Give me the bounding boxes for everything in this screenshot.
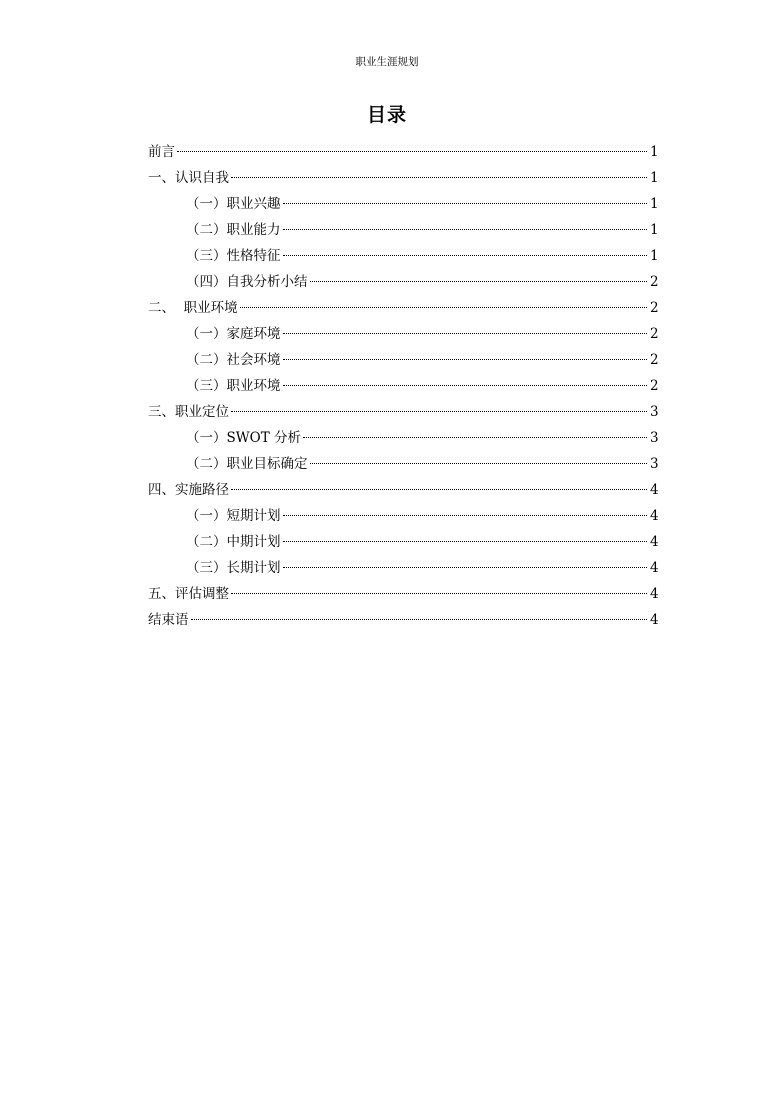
- toc-dot-leader: [240, 307, 647, 308]
- toc-entry-label: （一）短期计划: [186, 508, 281, 524]
- toc-dot-leader: [283, 229, 648, 230]
- toc-dot-leader: [283, 541, 648, 542]
- toc-entry[interactable]: [148, 610, 658, 636]
- toc-page-number: 2: [650, 300, 659, 316]
- toc-entry[interactable]: [148, 402, 658, 428]
- toc-entry-label: 前言: [148, 144, 175, 160]
- toc-dot-leader: [310, 281, 648, 282]
- toc-dot-leader: [283, 515, 648, 516]
- toc-entry-label: （一）SWOT 分析: [186, 430, 301, 446]
- toc-page-number: 2: [650, 274, 659, 290]
- running-header: 职业生涯规划: [355, 56, 419, 68]
- toc-entry-label: （四）自我分析小结: [186, 274, 308, 290]
- toc-dot-leader: [177, 151, 647, 152]
- toc-page-number: 4: [650, 508, 659, 524]
- toc-entry-label: （二）中期计划: [186, 534, 281, 550]
- toc-page-number: 4: [650, 612, 659, 628]
- toc-page-number: 1: [650, 144, 659, 160]
- toc-entry[interactable]: [148, 272, 658, 298]
- toc-dot-leader: [310, 463, 648, 464]
- toc-entry-label: （三）性格特征: [186, 248, 281, 264]
- toc-entry[interactable]: [148, 298, 658, 324]
- toc-entry[interactable]: [148, 220, 658, 246]
- toc-page-number: 2: [650, 352, 659, 368]
- toc-entry[interactable]: [148, 246, 658, 272]
- toc-entry-label: （二）职业能力: [186, 222, 281, 238]
- toc-entry-label: （二）职业目标确定: [186, 456, 308, 472]
- toc-dot-leader: [283, 385, 648, 386]
- toc-dot-leader: [303, 437, 647, 438]
- toc-entry[interactable]: [148, 324, 658, 350]
- toc-dot-leader: [191, 619, 648, 620]
- toc-page-number: 1: [650, 170, 659, 186]
- toc-page-number: 1: [650, 222, 659, 238]
- toc-page-number: 2: [650, 378, 659, 394]
- toc-page-number: 4: [650, 560, 659, 576]
- toc-entry[interactable]: [148, 142, 658, 168]
- toc-page-number: 4: [650, 586, 659, 602]
- toc-entry-label: 一、认识自我: [148, 170, 229, 186]
- toc-dot-leader: [231, 489, 647, 490]
- toc-page-number: 3: [650, 430, 659, 446]
- toc-entry[interactable]: [148, 428, 658, 454]
- toc-entry[interactable]: [148, 558, 658, 584]
- toc-entry[interactable]: [148, 506, 658, 532]
- toc-title: 目录: [366, 104, 407, 126]
- toc-entry[interactable]: [148, 454, 658, 480]
- toc-dot-leader: [231, 177, 647, 178]
- toc-entry-label: （一）职业兴趣: [186, 196, 281, 212]
- toc-dot-leader: [283, 567, 648, 568]
- toc-entry-label: （二）社会环境: [186, 352, 281, 368]
- toc-entry[interactable]: [148, 168, 658, 194]
- toc-entry[interactable]: [148, 480, 658, 506]
- toc-entry-label: 结束语: [148, 612, 189, 628]
- toc-dot-leader: [231, 593, 647, 594]
- toc-entry-label: 四、实施路径: [148, 482, 229, 498]
- toc-page-number: 2: [650, 326, 659, 342]
- toc-dot-leader: [283, 333, 648, 334]
- toc-entry-label: （三）职业环境: [186, 378, 281, 394]
- toc-page-number: 4: [650, 534, 659, 550]
- toc-dot-leader: [283, 255, 648, 256]
- toc-entry[interactable]: [148, 376, 658, 402]
- toc-entry[interactable]: [148, 350, 658, 376]
- toc-entry[interactable]: [148, 532, 658, 558]
- toc-dot-leader: [283, 359, 648, 360]
- toc-page-number: 4: [650, 482, 659, 498]
- toc-page-number: 3: [650, 456, 659, 472]
- toc-dot-leader: [231, 411, 647, 412]
- toc-entry-label: 三、职业定位: [148, 404, 229, 420]
- toc-entry[interactable]: [148, 194, 658, 220]
- toc-page-number: 1: [650, 248, 659, 264]
- toc-dot-leader: [283, 203, 648, 204]
- toc-entry-label: 二、 职业环境: [148, 300, 238, 316]
- toc-entry[interactable]: [148, 584, 658, 610]
- toc-entry-label: （一）家庭环境: [186, 326, 281, 342]
- toc-entry-label: 五、评估调整: [148, 586, 229, 602]
- toc-page-number: 3: [650, 404, 659, 420]
- toc-entry-label: （三）长期计划: [186, 560, 281, 576]
- table-of-contents: [148, 142, 658, 636]
- toc-page-number: 1: [650, 196, 659, 212]
